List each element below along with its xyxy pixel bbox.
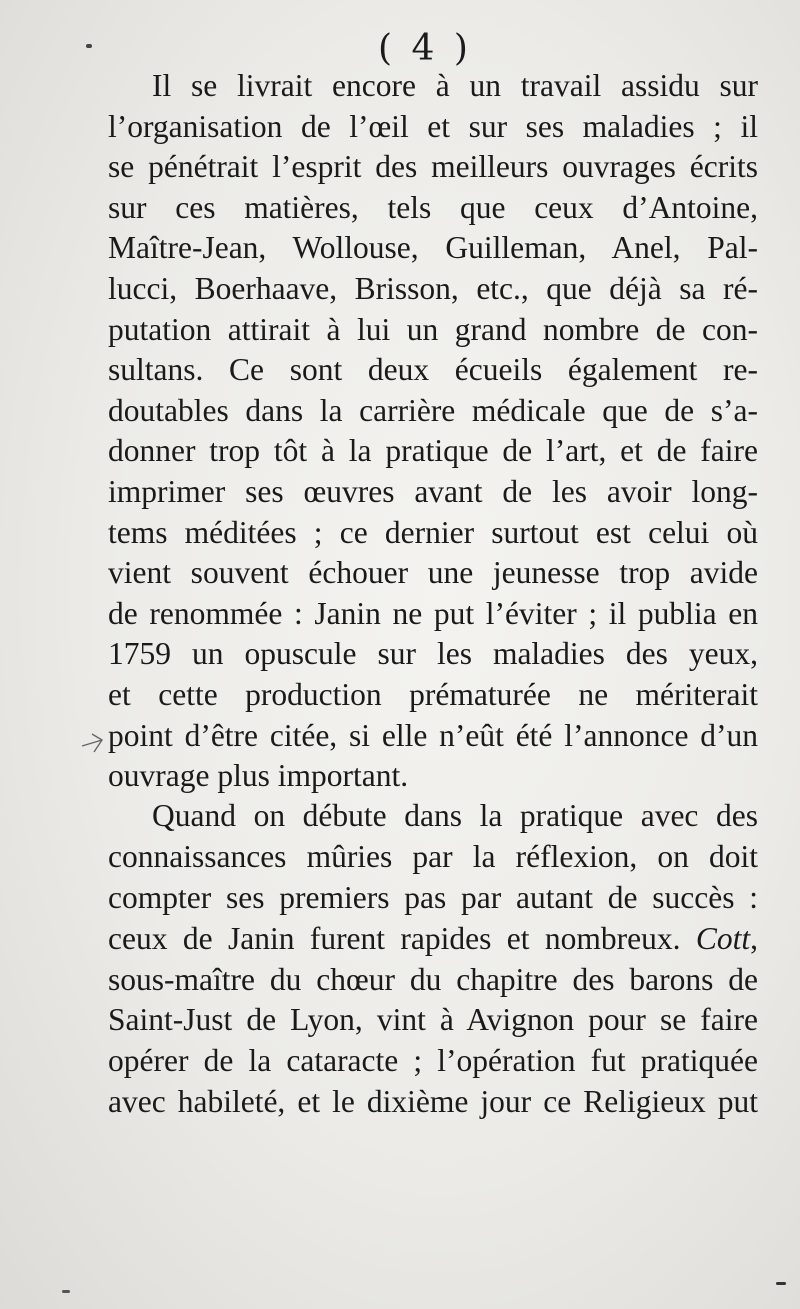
- text-line: tems méditées ; ce dernier surtout est celui où: [108, 514, 758, 550]
- text-line: connaissances mûries par la réflexion, on doit: [108, 838, 758, 874]
- ink-speck: [86, 44, 92, 48]
- text-line: sur ces matières, tels que ceux d’Antoine,: [108, 189, 758, 225]
- paragraph-2: [108, 796, 758, 1123]
- text-line: sous-maître du chœur du chapitre des barons de: [108, 961, 758, 997]
- italic-name: Cott: [695, 920, 751, 956]
- text-line: donner trop tôt à la pratique de l’art, et de faire: [108, 433, 758, 469]
- text-line: point d’être citée, si elle n’eût été l’annonce d’un: [108, 717, 758, 753]
- ink-speck: [776, 1282, 786, 1285]
- text-segment: ,: [750, 920, 758, 956]
- text-line: vient souvent échouer une jeunesse trop avide: [108, 555, 758, 591]
- text-line: de renommée : Janin ne put l’éviter ; il publia en: [108, 595, 758, 631]
- text-line: sultans. Ce sont deux écueils également re-: [108, 352, 758, 388]
- text-line: putation attirait à lui un grand nombre de con-: [108, 311, 758, 347]
- text-line: imprimer ses œuvres avant de les avoir long-: [108, 473, 758, 509]
- text-line: Quand on débute dans la pratique avec des: [152, 798, 758, 833]
- ink-speck: [62, 1290, 70, 1293]
- pencil-margin-mark-icon: [78, 728, 108, 758]
- text-line: Maître-Jean, Wollouse, Guilleman, Anel, Pal-: [108, 230, 758, 266]
- text-line: opérer de la cataracte ; l’opération fut pratiquée: [108, 1043, 758, 1079]
- text-segment: ceux de Janin furent rapides et nombreux.: [108, 920, 681, 956]
- text-line: lucci, Boerhaave, Brisson, etc., que déjà sa ré-: [108, 270, 758, 306]
- page-number: ( 4 ): [378, 28, 472, 69]
- text-line: Saint-Just de Lyon, vint à Avignon pour se faire: [108, 1002, 758, 1038]
- text-line: Il se livrait encore à un travail assidu sur: [152, 68, 758, 103]
- text-line: 1759 un opuscule sur les maladies des yeux,: [108, 636, 758, 672]
- text-line: se pénétrait l’esprit des meilleurs ouvrages écrits: [108, 149, 758, 185]
- paragraph-1: [108, 66, 758, 797]
- text-line: l’organisation de l’œil et sur ses maladies ; il: [108, 108, 758, 144]
- text-line: compter ses premiers pas par autant de succès :: [108, 879, 758, 915]
- text-line: doutables dans la carrière médicale que de s’a-: [108, 392, 758, 428]
- text-line: et cette production prématurée ne mériterait: [108, 676, 758, 712]
- text-line-with-name: [108, 919, 758, 960]
- text-line: avec habileté, et le dixième jour ce Religieux put: [108, 1084, 758, 1120]
- text-line: ouvrage plus important.: [108, 758, 409, 794]
